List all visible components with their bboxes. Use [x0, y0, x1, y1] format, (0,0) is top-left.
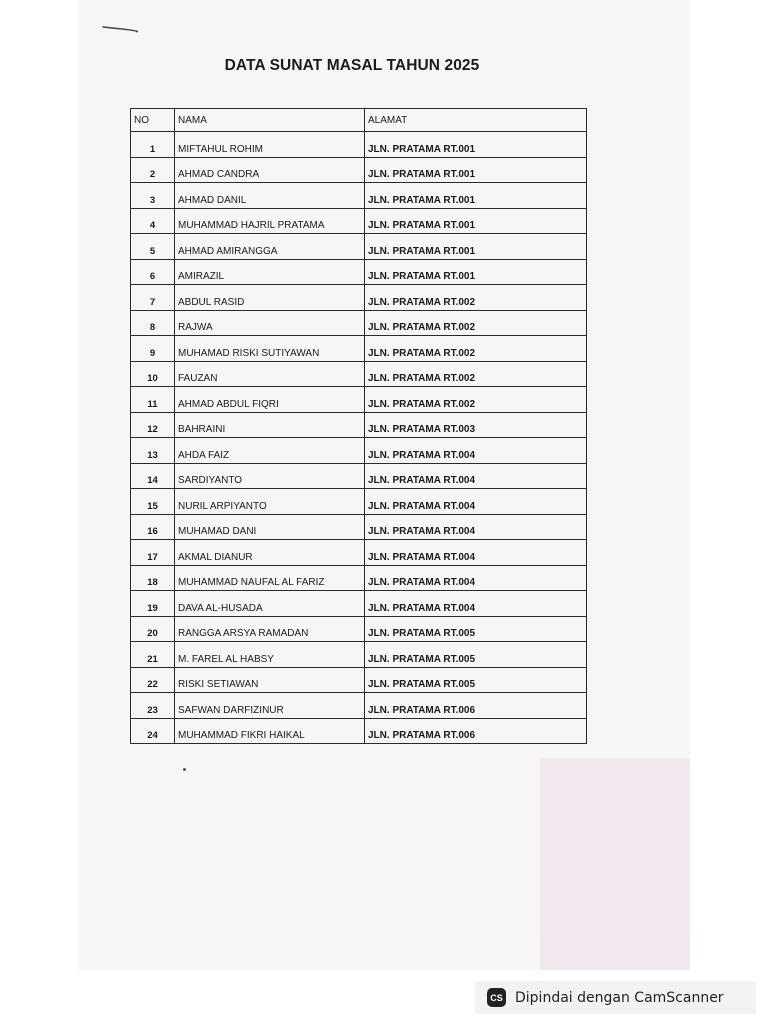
participant-table	[130, 108, 587, 744]
row-number: 8	[131, 310, 175, 336]
table-row	[131, 565, 587, 591]
row-name: DAVA AL-HUSADA	[175, 591, 365, 617]
row-address: JLN. PRATAMA RT.002	[365, 361, 587, 387]
table-row	[131, 667, 587, 693]
table-body	[131, 132, 587, 744]
row-address: JLN. PRATAMA RT.004	[365, 540, 587, 566]
row-number: 10	[131, 361, 175, 387]
row-name: MUHAMMAD FIKRI HAIKAL	[175, 718, 365, 744]
table-row	[131, 310, 587, 336]
row-address: JLN. PRATAMA RT.006	[365, 718, 587, 744]
row-name: FAUZAN	[175, 361, 365, 387]
row-address: JLN. PRATAMA RT.001	[365, 132, 587, 158]
row-address: JLN. PRATAMA RT.002	[365, 310, 587, 336]
row-number: 22	[131, 667, 175, 693]
row-number: 19	[131, 591, 175, 617]
table-row	[131, 693, 587, 719]
row-number: 2	[131, 157, 175, 183]
table-row	[131, 412, 587, 438]
table-row	[131, 463, 587, 489]
camscanner-icon: CS	[487, 988, 506, 1007]
row-number: 4	[131, 208, 175, 234]
row-name: MUHAMMAD NAUFAL AL FARIZ	[175, 565, 365, 591]
row-number: 17	[131, 540, 175, 566]
row-number: 13	[131, 438, 175, 464]
table-row	[131, 616, 587, 642]
table-row	[131, 514, 587, 540]
scan-color-artifact	[540, 758, 690, 970]
row-name: SAFWAN DARFIZINUR	[175, 693, 365, 719]
table-row	[131, 540, 587, 566]
row-name: AHMAD CANDRA	[175, 157, 365, 183]
row-address: JLN. PRATAMA RT.003	[365, 412, 587, 438]
row-address: JLN. PRATAMA RT.001	[365, 259, 587, 285]
row-address: JLN. PRATAMA RT.004	[365, 438, 587, 464]
row-name: AHMAD ABDUL FIQRI	[175, 387, 365, 413]
row-address: JLN. PRATAMA RT.005	[365, 642, 587, 668]
row-number: 20	[131, 616, 175, 642]
table-row	[131, 285, 587, 311]
row-address: JLN. PRATAMA RT.004	[365, 489, 587, 515]
row-name: AKMAL DIANUR	[175, 540, 365, 566]
table-row	[131, 438, 587, 464]
row-number: 24	[131, 718, 175, 744]
row-name: MUHAMMAD HAJRIL PRATAMA	[175, 208, 365, 234]
row-name: RAJWA	[175, 310, 365, 336]
row-number: 3	[131, 183, 175, 209]
row-address: JLN. PRATAMA RT.001	[365, 183, 587, 209]
pen-mark	[102, 25, 138, 33]
table-row	[131, 259, 587, 285]
row-number: 16	[131, 514, 175, 540]
row-address: JLN. PRATAMA RT.002	[365, 336, 587, 362]
stray-dot	[183, 768, 186, 771]
column-header-nama: NAMA	[175, 109, 365, 132]
row-number: 6	[131, 259, 175, 285]
document-title: DATA SUNAT MASAL TAHUN 2025	[224, 57, 480, 74]
row-number: 18	[131, 565, 175, 591]
row-address: JLN. PRATAMA RT.004	[365, 565, 587, 591]
row-name: MUHAMAD DANI	[175, 514, 365, 540]
row-number: 11	[131, 387, 175, 413]
table-row	[131, 208, 587, 234]
row-name: MIFTAHUL ROHIM	[175, 132, 365, 158]
table-row	[131, 489, 587, 515]
row-name: AHDA FAIZ	[175, 438, 365, 464]
row-number: 23	[131, 693, 175, 719]
table-row	[131, 336, 587, 362]
table-row	[131, 591, 587, 617]
row-number: 14	[131, 463, 175, 489]
row-address: JLN. PRATAMA RT.004	[365, 514, 587, 540]
table-row	[131, 387, 587, 413]
row-name: M. FAREL AL HABSY	[175, 642, 365, 668]
row-number: 12	[131, 412, 175, 438]
table-row	[131, 642, 587, 668]
row-address: JLN. PRATAMA RT.006	[365, 693, 587, 719]
row-name: RANGGA ARSYA RAMADAN	[175, 616, 365, 642]
row-name: ABDUL RASID	[175, 285, 365, 311]
table-header-row	[131, 109, 587, 132]
row-number: 1	[131, 132, 175, 158]
watermark-text: Dipindai dengan CamScanner	[515, 989, 724, 1006]
camscanner-watermark	[475, 981, 756, 1014]
row-address: JLN. PRATAMA RT.004	[365, 591, 587, 617]
table-row	[131, 718, 587, 744]
row-number: 9	[131, 336, 175, 362]
row-number: 21	[131, 642, 175, 668]
row-name: NURIL ARPIYANTO	[175, 489, 365, 515]
column-header-no: NO	[131, 109, 175, 132]
row-address: JLN. PRATAMA RT.001	[365, 208, 587, 234]
row-name: AHMAD AMIRANGGA	[175, 234, 365, 260]
row-number: 15	[131, 489, 175, 515]
column-header-alamat: ALAMAT	[365, 109, 587, 132]
table-row	[131, 157, 587, 183]
row-name: MUHAMAD RISKI SUTIYAWAN	[175, 336, 365, 362]
row-address: JLN. PRATAMA RT.001	[365, 234, 587, 260]
row-name: SARDIYANTO	[175, 463, 365, 489]
row-number: 7	[131, 285, 175, 311]
table-row	[131, 132, 587, 158]
table-row	[131, 183, 587, 209]
row-address: JLN. PRATAMA RT.002	[365, 285, 587, 311]
row-number: 5	[131, 234, 175, 260]
row-address: JLN. PRATAMA RT.004	[365, 463, 587, 489]
table-row	[131, 361, 587, 387]
row-name: AHMAD DANIL	[175, 183, 365, 209]
row-name: RISKI SETIAWAN	[175, 667, 365, 693]
row-address: JLN. PRATAMA RT.001	[365, 157, 587, 183]
row-address: JLN. PRATAMA RT.005	[365, 667, 587, 693]
table-row	[131, 234, 587, 260]
row-name: BAHRAINI	[175, 412, 365, 438]
row-name: AMIRAZIL	[175, 259, 365, 285]
row-address: JLN. PRATAMA RT.002	[365, 387, 587, 413]
row-address: JLN. PRATAMA RT.005	[365, 616, 587, 642]
